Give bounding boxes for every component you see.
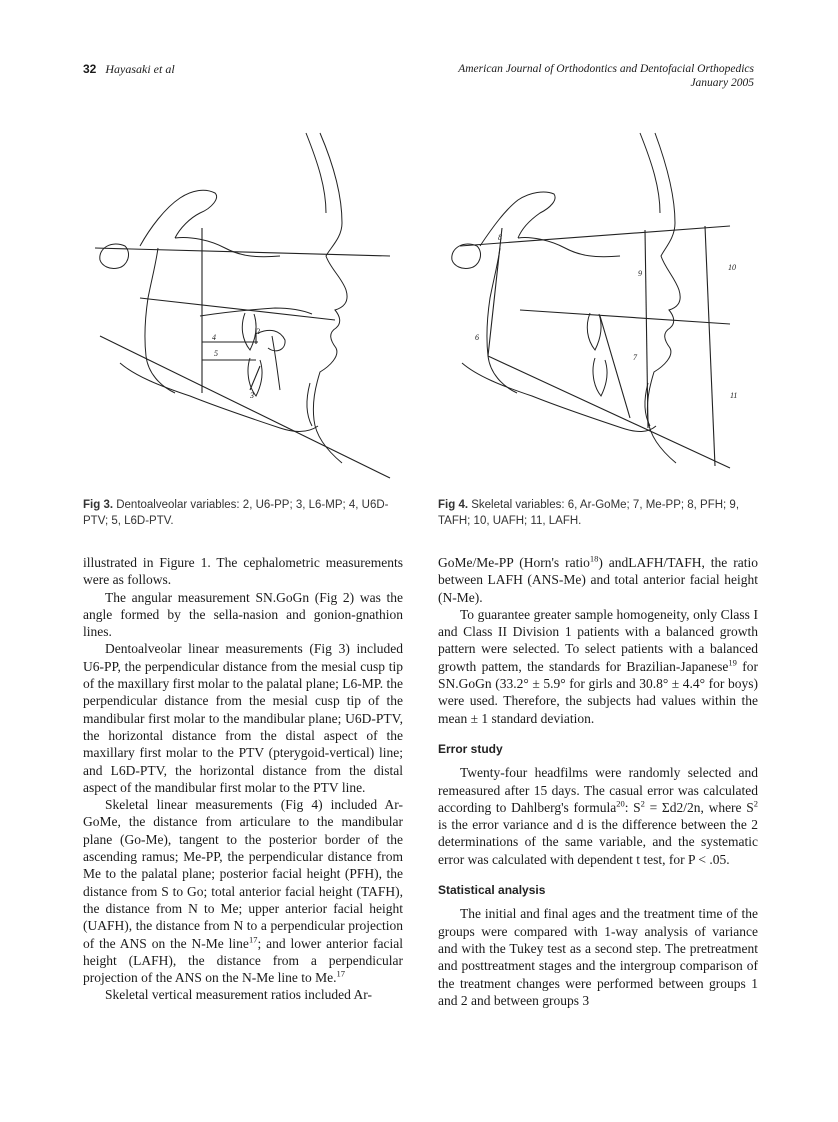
citation: 18 [589, 553, 599, 564]
fig4-label-10: 10 [728, 263, 736, 272]
running-head-right [458, 62, 754, 90]
fig3-label-4: 4 [212, 333, 216, 342]
text-span: = Σd2/2n, where S [644, 799, 754, 815]
figure-4 [430, 128, 760, 483]
left-column [83, 554, 403, 1004]
fig4-label-11: 11 [730, 391, 738, 400]
text-span: for SN.GoGn (33.2° ± 5.9° for girls and 30.8° ± 4.4° for boys) were used. Therefore, the subjects had values within the mean ± 1 standard deviation. [438, 658, 759, 726]
paragraph: Skeletal vertical measurement ratios included Ar- [105, 987, 373, 1003]
superscript: 2 [640, 798, 645, 809]
right-column [438, 554, 758, 1009]
figure-3-caption-label: Fig 3. [83, 499, 114, 511]
text-span: ) andLAFH/TAFH, the ratio between LAFH (ANS-Me) and total anterior facial height (N-Me). [438, 555, 758, 605]
fig3-label-5: 5 [214, 349, 218, 358]
figure-3-caption-text: Dentoalveolar variables: 2, U6-PP; 3, L6-MP; 4, U6D-PTV; 5, L6D-PTV. [83, 499, 389, 527]
fig4-label-8: 8 [498, 233, 502, 242]
section-heading-error-study: Error study [438, 741, 503, 756]
paragraph [438, 764, 758, 868]
figure-3-caption [83, 497, 408, 529]
figure-4-caption-label: Fig 4. [438, 499, 469, 511]
fig4-label-9: 9 [638, 269, 642, 278]
citation: 17 [336, 968, 345, 979]
fig3-label-2: 2 [256, 327, 260, 336]
running-head-authors: Hayasaki et al [105, 62, 175, 76]
figure-3-drawing [80, 128, 410, 483]
figure-3 [80, 128, 410, 483]
figure-4-drawing [430, 128, 760, 483]
citation: 17 [248, 934, 258, 945]
text-span: To guarantee greater sample homogeneity, only Class I and Class II Division 1 patients with a balanced growth pattern were selected. To select patients with a balanced growth pattem, the standards for Brazilian-Japanese [438, 606, 758, 674]
paragraph [438, 554, 758, 606]
superscript: 2 [753, 798, 758, 809]
figure-4-caption [438, 497, 763, 529]
paragraph: The initial and final ages and the treatment time of the groups were compared with 1-way analysis of variance and with the Tukey test as a second step. The pretreatment and posttreatment stages and the intergroup comparison of the treatment changes were performed between groups 1 and 2 and between groups 3 [438, 906, 758, 1008]
text-span: ; and lower anterior facial height (LAFH), the distance from a perpendicular projection of the ANS on the N-Me line to Me. [83, 935, 403, 986]
paragraph [83, 796, 403, 986]
text-span: GoMe/Me-PP (Horn's ratio [438, 555, 590, 570]
section-heading-statistical-analysis: Statistical analysis [438, 883, 546, 898]
text-span: is the error variance and d is the difference between the 2 determinations of the same variable, and the systematic error was calculated with dependent t test, for P < .05. [438, 817, 758, 867]
fig4-label-7: 7 [633, 353, 637, 362]
text-span: : S [624, 799, 641, 815]
paragraph: The angular measurement SN.GoGn (Fig 2) was the angle formed by the sella-nasion and gonion-gnathion lines. [83, 589, 403, 640]
paragraph: Dentoalveolar linear measurements (Fig 3) included U6-PP, the perpendicular distance from the mesial cusp tip of the maxillary first molar to the palatal plane; L6-MP. the perpendicular distance from the mesial cusp tip of the mandibular first molar to the mandibular plane; U6D-PTV, the horizontal distance from the distal aspect of the maxillary first molar to the PTV (pterygoid-vertical) line; and L6D-PTV, the horizontal distance from the distal aspect of the mandibular first molar to the PTV line. [83, 641, 403, 795]
fig3-label-3: 3 [250, 391, 254, 400]
running-head-left [83, 62, 175, 77]
citation: 20 [616, 798, 625, 809]
text-span: Skeletal linear measurements (Fig 4) included Ar-GoMe, the distance from articulare to the mandibular plane (Go-Me), tangent to the posterior border of the ascending ramus; Me-PP, the perpendicular distance from Me to the palatal plane; posterior facial height (PFH), the distance from S to Go; total anterior facial height (TAFH), the distance from N to Me; upper anterior facial height (UAFH), the distance from N to a perpendicular projection of the ANS on the N-Me line [83, 797, 403, 951]
figure-4-caption-text: Skeletal variables: 6, Ar-GoMe; 7, Me-PP; 8, PFH; 9, TAFH; 10, UAFH; 11, LAFH. [438, 499, 740, 527]
text-span: Twenty-four headfilms were randomly selected and remeasured after 15 days. The casual error was calculated according to Dahlberg's formula [438, 765, 758, 815]
paragraph: illustrated in Figure 1. The cephalometric measurements were as follows. [83, 555, 403, 588]
fig4-label-6: 6 [475, 333, 479, 342]
paragraph [438, 606, 758, 727]
page-number: 32 [83, 62, 97, 76]
running-head [83, 62, 754, 96]
issue-date: January 2005 [690, 77, 754, 89]
citation: 19 [728, 657, 737, 668]
journal-name: American Journal of Orthodontics and Dentofacial Orthopedics [458, 63, 754, 75]
